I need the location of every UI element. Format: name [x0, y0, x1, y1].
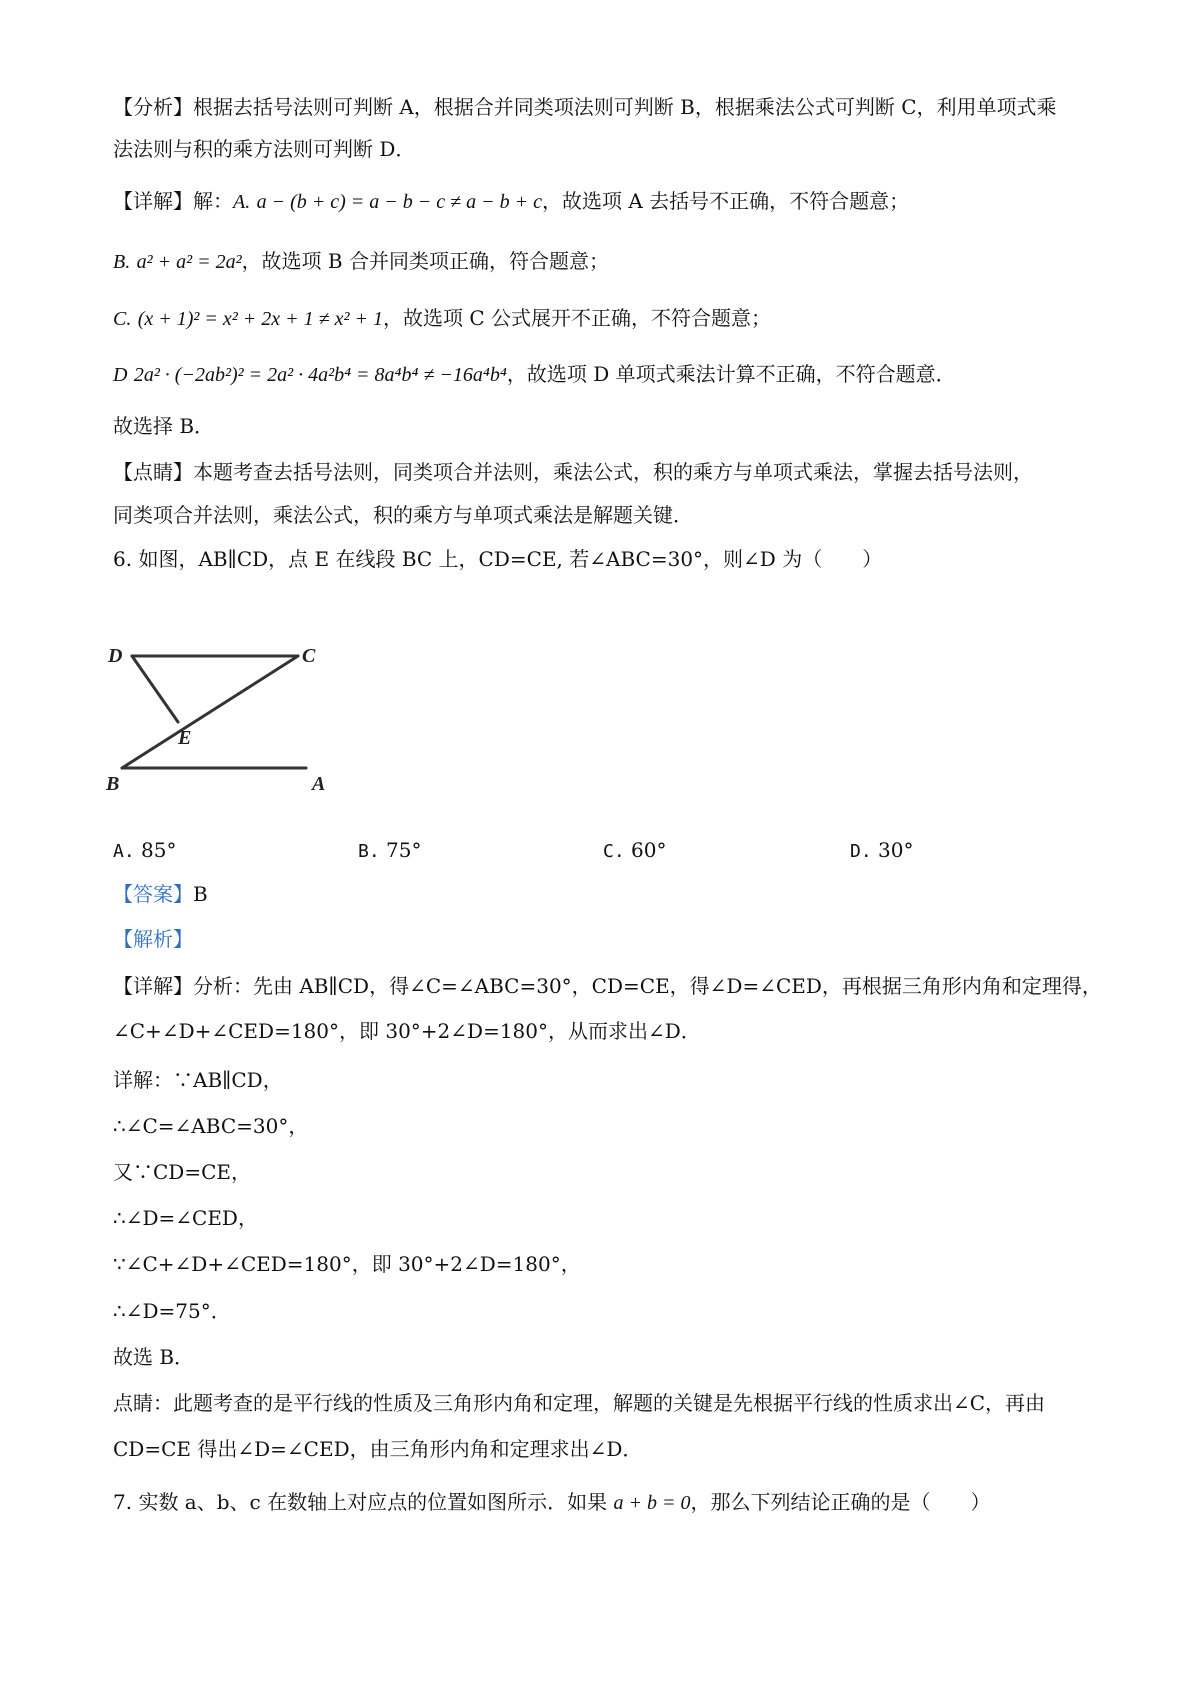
- option-c-math: (x + 1)² = x² + 2x + 1 ≠ x² + 1: [137, 308, 383, 330]
- option-b-key: B.: [358, 841, 380, 862]
- q6-detail-line-1: 【详解】分析：先由 AB∥CD，得∠C=∠ABC=30°，CD=CE，得∠D=∠CED，再根据三角形内角和定理得，: [113, 974, 1102, 998]
- option-a-label: A.: [233, 191, 251, 213]
- label-c: C: [302, 645, 316, 667]
- answer-tag: 【答案】: [113, 882, 193, 906]
- question-7-stem: [113, 1488, 990, 1517]
- option-b-text: ，故选项 B 合并同类项正确，符合题意；: [241, 249, 609, 273]
- step-2: ∴∠C=∠ABC=30°，: [113, 1114, 309, 1138]
- option-b-math: a² + a² = 2a²: [136, 251, 242, 273]
- option-b-label: B.: [113, 251, 131, 273]
- option-a-text: ，故选项 A 去括号不正确，不符合题意；: [541, 189, 910, 213]
- detail-choice: 故选择 B．: [113, 414, 215, 438]
- option-a-math: a − (b + c) = a − b − c ≠ a − b + c: [256, 191, 542, 213]
- detail-option-b: [113, 247, 609, 276]
- option-d: [850, 836, 914, 866]
- option-c-text: ，故选项 C 公式展开不正确，不符合题意；: [382, 306, 772, 330]
- label-a: A: [312, 773, 326, 795]
- option-a-value: 85°: [141, 838, 177, 862]
- analysis-line-1: 【分析】根据去括号法则可判断 A，根据合并同类项法则可判断 B，根据乘法公式可判断 C，利用单项式乘: [113, 95, 1057, 119]
- option-d-value: 30°: [878, 838, 914, 862]
- step-5: ∵∠C+∠D+∠CED=180°，即 30°+2∠D=180°，: [113, 1252, 581, 1276]
- label-b: B: [106, 773, 120, 795]
- answer-value: B: [193, 882, 208, 906]
- step-1: 详解：∵AB∥CD，: [113, 1068, 283, 1092]
- label-d: D: [108, 645, 123, 667]
- label-e: E: [178, 727, 192, 749]
- detail-prefix: 【详解】解：: [113, 189, 233, 213]
- option-d-math: 2a² · (−2ab²)² = 2a² · 4a²b⁴ = 8a⁴b⁴ ≠ −16a⁴b⁴: [133, 364, 507, 386]
- q7-stem-math: a + b = 0: [613, 1492, 691, 1514]
- q7-stem-suffix: ，那么下列结论正确的是（ ）: [690, 1490, 991, 1514]
- option-d-key: D.: [850, 841, 872, 862]
- q6-point-line-1: 点睛：此题考查的是平行线的性质及三角形内角和定理，解题的关键是先根据平行线的性质求出∠C，再由: [113, 1391, 1046, 1415]
- q7-stem-prefix: 7. 实数 a、b、c 在数轴上对应点的位置如图所示．如果: [113, 1490, 608, 1514]
- analysis-line-2: 法法则与积的乘方法则可判断 D．: [113, 137, 416, 161]
- option-a: [113, 836, 177, 866]
- option-d-text: ，故选项 D 单项式乘法计算不正确，不符合题意．: [506, 362, 956, 386]
- question-6-stem: 6. 如图，AB∥CD，点 E 在线段 BC 上，CD=CE, 若∠ABC=30°，则∠D 为（ ）: [113, 547, 883, 571]
- segment-cb: [122, 656, 298, 768]
- option-b: [358, 836, 422, 866]
- option-c-key: C.: [603, 841, 625, 862]
- step-7: 故选 B．: [113, 1345, 195, 1369]
- step-6: ∴∠D=75°．: [113, 1299, 231, 1323]
- detail-option-a: [113, 187, 909, 216]
- q6-point-line-2: CD=CE 得出∠D=∠CED，由三角形内角和定理求出∠D．: [113, 1437, 643, 1461]
- option-d-label: D: [113, 364, 128, 386]
- option-a-key: A.: [113, 841, 135, 862]
- detail-option-d: [113, 360, 956, 389]
- option-c-label: C.: [113, 308, 132, 330]
- answer-line: [113, 880, 208, 908]
- question-6-figure: [106, 640, 366, 810]
- step-4: ∴∠D=∠CED，: [113, 1206, 258, 1230]
- analysis-tag: 【解析】: [113, 927, 193, 951]
- option-c: [603, 836, 667, 866]
- option-b-value: 75°: [386, 838, 422, 862]
- detail-option-c: [113, 304, 771, 333]
- step-3: 又∵CD=CE，: [113, 1160, 251, 1184]
- point-line-1: 【点睛】本题考查去括号法则，同类项合并法则，乘法公式，积的乘方与单项式乘法，掌握去括号法则，: [113, 460, 1033, 484]
- segment-de: [132, 656, 178, 722]
- option-c-value: 60°: [631, 838, 667, 862]
- point-line-2: 同类项合并法则，乘法公式，积的乘方与单项式乘法是解题关键．: [113, 503, 693, 527]
- q6-detail-line-2: ∠C+∠D+∠CED=180°，即 30°+2∠D=180°，从而求出∠D．: [113, 1019, 701, 1043]
